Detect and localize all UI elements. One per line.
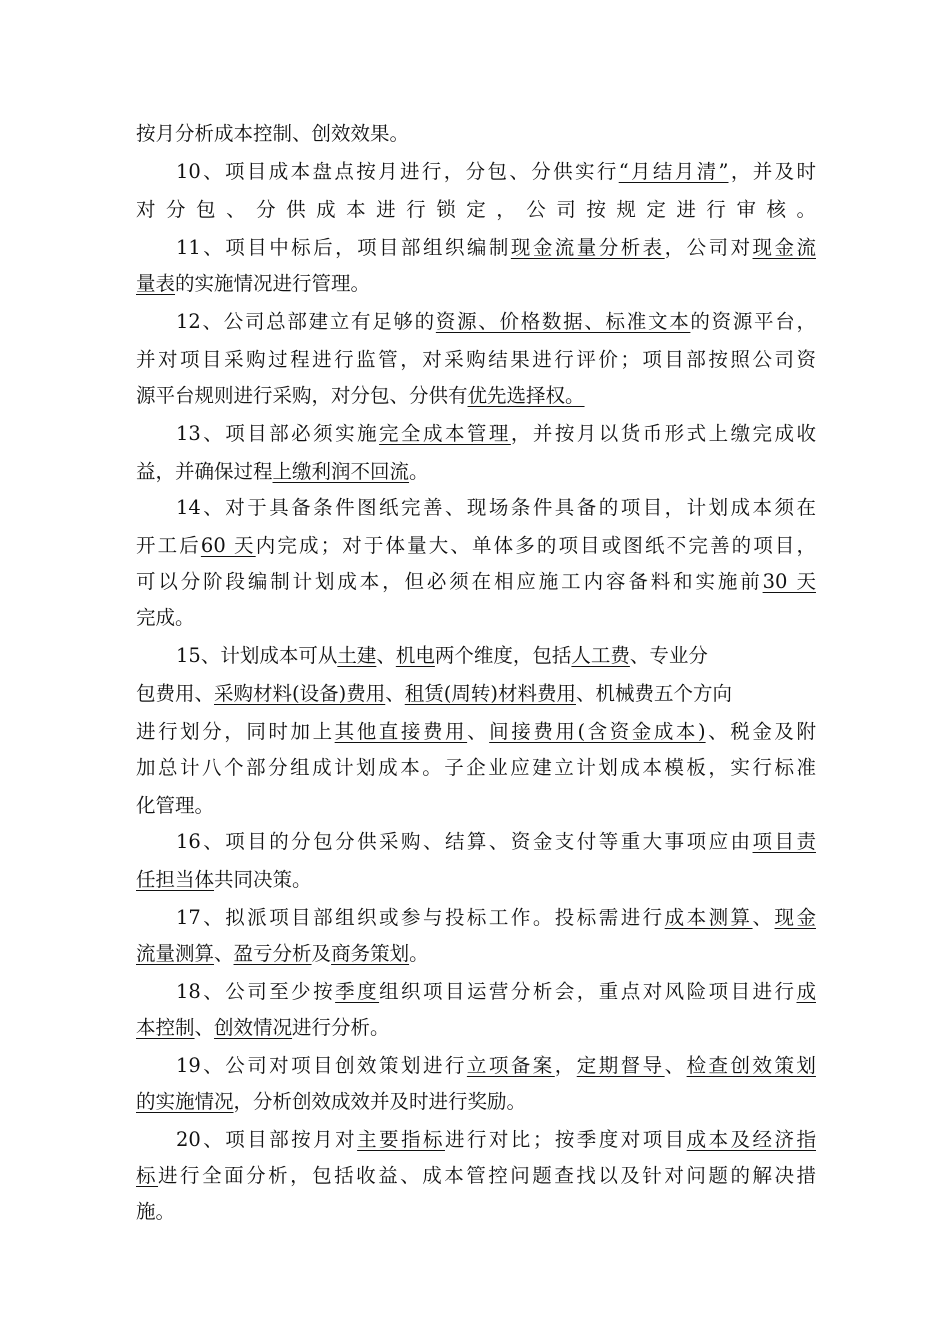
text-segment: 14、对于具备条件图纸完善、现场条件具备的项目，计划成本须在 xyxy=(176,496,816,519)
underlined-term: 检查创效策划 xyxy=(686,1054,816,1077)
text-segment: 、 xyxy=(664,1054,687,1077)
text-line xyxy=(136,750,816,786)
underlined-term: 上缴利润不回流 xyxy=(272,460,410,483)
underlined-term: 租赁(周转)材料费用 xyxy=(404,682,576,705)
text-line xyxy=(136,1122,816,1158)
text-segment: 、 xyxy=(467,720,490,743)
text-line xyxy=(136,490,816,526)
underlined-term: 量表 xyxy=(136,272,176,295)
text-segment: 可以分阶段编制计划成本，但必须在相应施工内容备料和实施前 xyxy=(136,570,763,593)
underlined-term: 项目责 xyxy=(752,830,816,853)
text-line xyxy=(136,454,816,490)
underlined-term: “月结月清” xyxy=(618,160,729,183)
text-segment: 、 xyxy=(194,1016,215,1039)
text-segment: 17、拟派项目部组织或参与投标工作。投标需进行 xyxy=(176,906,665,929)
text-line xyxy=(136,974,816,1010)
underlined-term: 立项备案 xyxy=(466,1054,555,1077)
text-segment: 、 xyxy=(385,682,405,705)
text-segment: 13、项目部必须实施 xyxy=(176,422,380,445)
text-segment: ， xyxy=(554,1054,577,1077)
text-line xyxy=(136,230,816,266)
underlined-term: 间接费用(含资金成本) xyxy=(489,720,706,743)
text-segment: 、 xyxy=(752,906,775,929)
text-line xyxy=(136,1010,816,1046)
text-line xyxy=(136,638,816,674)
text-segment: 20、项目部按月对 xyxy=(176,1128,358,1151)
text-segment: 并对项目采购过程进行监管，对采购结果进行评价；项目部按照公司资 xyxy=(136,348,816,371)
text-segment: 进行对比；按季度对项目 xyxy=(444,1128,687,1151)
underlined-term: 本控制 xyxy=(136,1016,195,1039)
underlined-term: 的实施情况 xyxy=(136,1090,234,1113)
text-segment: 完成。 xyxy=(136,606,195,629)
text-segment: 进行分析。 xyxy=(292,1016,390,1039)
text-line xyxy=(136,564,816,600)
text-segment: 益，并确保过程 xyxy=(136,460,273,483)
text-segment: 化管理。 xyxy=(136,794,215,817)
text-segment: 按月分析成本控制、创效效果。 xyxy=(136,122,410,145)
text-segment: ，公司对 xyxy=(664,236,753,259)
text-line xyxy=(136,154,816,190)
text-segment: ，并按月以货币形式上缴完成收 xyxy=(510,422,816,445)
text-line xyxy=(136,1048,816,1084)
text-line xyxy=(136,600,816,636)
underlined-term: 优先选择权。 xyxy=(467,384,585,407)
underlined-term: 主要指标 xyxy=(357,1128,445,1151)
text-segment: 10、项目成本盘点按月进行，分包、分供实行 xyxy=(176,160,619,183)
text-segment: 进行全面分析，包括收益、成本管控问题查找以及针对问题的解决措 xyxy=(158,1164,816,1187)
text-segment: 包费用、 xyxy=(136,682,215,705)
text-segment: 组织项目运营分析会，重点对风险项目进行 xyxy=(379,980,797,1003)
text-segment: 加总计八个部分组成计划成本。子企业应建立计划成本模板，实行标准 xyxy=(136,756,816,779)
underlined-term: 流量测算 xyxy=(136,942,215,965)
text-line xyxy=(136,304,816,340)
text-segment: 11、项目中标后，项目部组织编制 xyxy=(176,236,511,259)
text-line xyxy=(136,714,816,750)
underlined-term: 成 xyxy=(796,980,816,1003)
text-segment: 施。 xyxy=(136,1200,176,1223)
text-segment: 进行划分，同时加上 xyxy=(136,720,335,743)
text-segment: 内完成；对于体量大、单体多的项目或图纸不完善的项目， xyxy=(255,534,816,557)
underlined-term: 土建 xyxy=(337,644,377,667)
underlined-term: 标 xyxy=(136,1164,159,1187)
text-line xyxy=(136,266,816,302)
text-line xyxy=(136,676,816,712)
text-segment: 的资源平台， xyxy=(690,310,816,333)
underlined-term: 任担当体 xyxy=(136,868,215,891)
text-segment: 两个维度，包括 xyxy=(434,644,572,667)
underlined-term: 完全成本管理 xyxy=(379,422,511,445)
text-segment: 开工后 xyxy=(136,534,201,557)
text-line xyxy=(136,416,816,452)
text-segment: 16、项目的分包分供采购、结算、资金支付等重大事项应由 xyxy=(176,830,753,853)
underlined-term: 定期督导 xyxy=(576,1054,665,1077)
text-segment: 12、公司总部建立有足够的 xyxy=(176,310,436,333)
text-segment: 的实施情况进行管理。 xyxy=(175,272,371,295)
underlined-term: 创效情况 xyxy=(214,1016,293,1039)
text-segment: ，分析创效成效并及时进行奖励。 xyxy=(233,1090,527,1113)
underlined-term: 资源、价格数据、标准文本 xyxy=(435,310,691,333)
text-line xyxy=(136,192,816,228)
underlined-term: 季度 xyxy=(335,980,380,1003)
text-segment: ，并及时 xyxy=(728,160,816,183)
text-segment: 15、计划成本可从 xyxy=(176,644,338,667)
text-line xyxy=(136,378,816,414)
text-segment: 19、公司对项目创效策划进行 xyxy=(176,1054,467,1077)
underlined-term: 现金 xyxy=(774,906,816,929)
text-segment: 。 xyxy=(409,460,429,483)
underlined-term: 商务策划 xyxy=(331,942,410,965)
text-line xyxy=(136,1194,816,1230)
text-segment: 、机械费五个方向 xyxy=(575,682,732,705)
text-segment: 对分包、分供成本进行锁定，公司按规定进行审核。 xyxy=(136,198,816,221)
underlined-term: 现金流量分析表 xyxy=(510,236,665,259)
underlined-term: 其他直接费用 xyxy=(334,720,468,743)
text-line xyxy=(136,824,816,860)
text-segment: 共同决策。 xyxy=(214,868,312,891)
text-line xyxy=(136,1084,816,1120)
underlined-term: 30 天 xyxy=(762,570,816,593)
text-line xyxy=(136,116,816,152)
text-line xyxy=(136,900,816,936)
underlined-term: 人工费 xyxy=(571,644,630,667)
text-line xyxy=(136,1158,816,1194)
text-line xyxy=(136,936,816,972)
text-segment: 。 xyxy=(409,942,429,965)
text-segment: 、 xyxy=(214,942,234,965)
underlined-term: 采购材料(设备)费用 xyxy=(214,682,386,705)
underlined-term: 盈亏分析 xyxy=(233,942,312,965)
underlined-term: 机电 xyxy=(395,644,435,667)
underlined-term: 60 天 xyxy=(200,534,256,557)
text-line xyxy=(136,528,816,564)
underlined-term: 现金流 xyxy=(752,236,816,259)
text-segment: 源平台规则进行采购，对分包、分供有 xyxy=(136,384,468,407)
text-segment: 、 xyxy=(376,644,396,667)
underlined-term: 成本及经济指 xyxy=(686,1128,816,1151)
text-line xyxy=(136,862,816,898)
underlined-term: 成本测算 xyxy=(664,906,753,929)
text-line xyxy=(136,788,816,824)
text-line xyxy=(136,342,816,378)
text-segment: 、专业分 xyxy=(629,644,708,667)
text-segment: 及 xyxy=(311,942,332,965)
text-segment: 18、公司至少按 xyxy=(176,980,336,1003)
text-segment: 、税金及附 xyxy=(705,720,816,743)
